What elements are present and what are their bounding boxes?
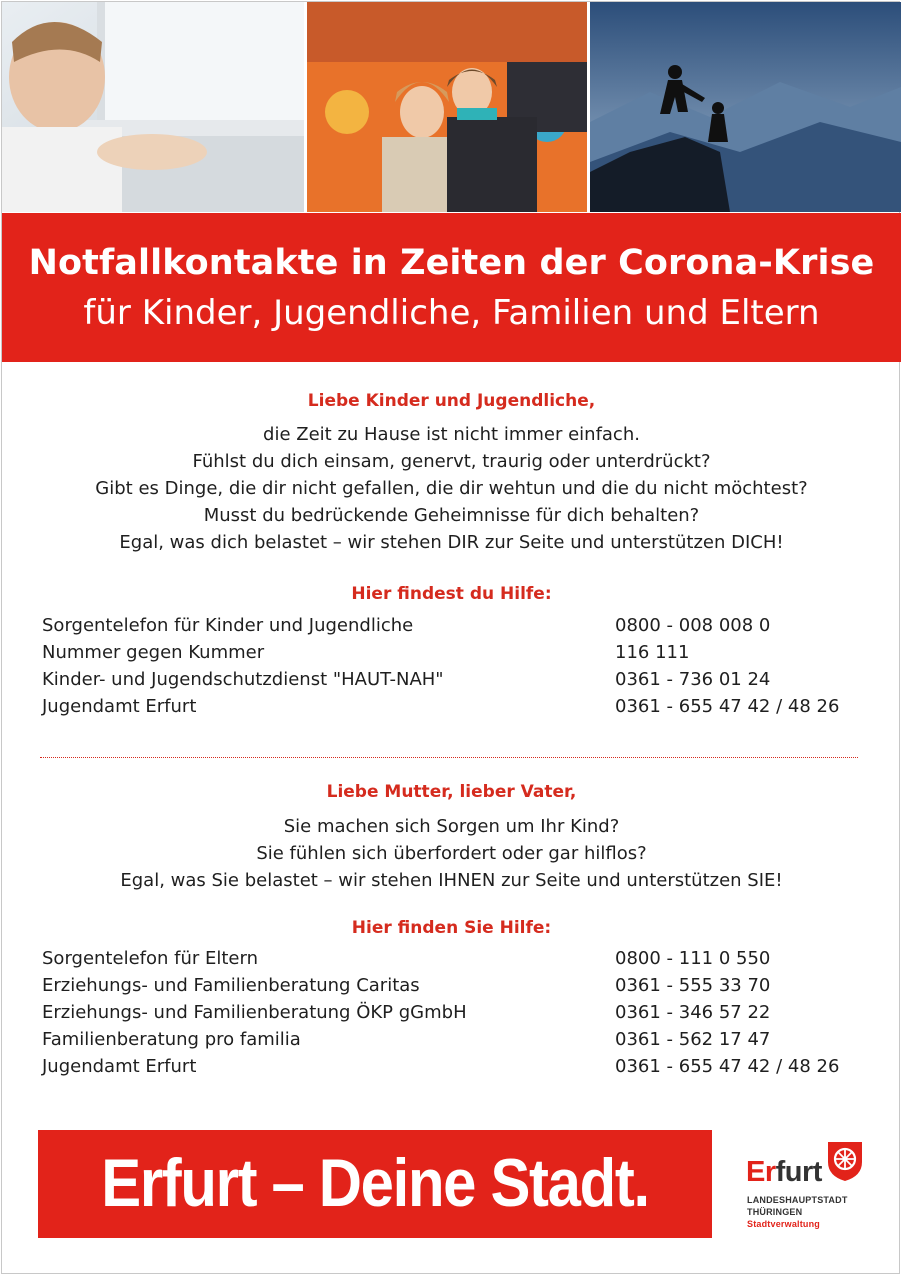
photo-boy-at-window	[2, 2, 304, 212]
contact-row	[42, 948, 862, 975]
kids-message-line: Musst du bedrückende Geheimnisse für dich behalten?	[203, 505, 700, 526]
slogan-banner	[38, 1130, 712, 1238]
contact-name: Sorgentelefon für Eltern	[42, 948, 258, 969]
contact-row	[42, 669, 862, 696]
contact-name: Jugendamt Erfurt	[42, 696, 197, 717]
page-subtitle: für Kinder, Jugendliche, Familien und Eltern	[83, 293, 820, 333]
contact-phone[interactable]: 0361 - 655 47 42 / 48 26	[615, 696, 840, 717]
contact-name: Familienberatung pro familia	[42, 1029, 301, 1050]
contact-phone[interactable]: 0361 - 346 57 22	[615, 1002, 771, 1023]
contact-row	[42, 696, 862, 723]
kids-greeting: Liebe Kinder und Jugendliche,	[307, 391, 596, 411]
contact-row	[42, 642, 862, 669]
kids-message-line: Gibt es Dinge, die dir nicht gefallen, die dir wehtun und die du nicht möchtest?	[95, 478, 808, 499]
logo-line: LANDESHAUPTSTADT	[747, 1195, 848, 1205]
contact-phone[interactable]: 0361 - 555 33 70	[615, 975, 771, 996]
contact-name: Kinder- und Jugendschutzdienst "HAUT-NAH"	[42, 669, 444, 690]
contact-phone[interactable]: 116 111	[615, 642, 690, 663]
contact-name: Erziehungs- und Familienberatung Caritas	[42, 975, 420, 996]
contact-name: Sorgentelefon für Kinder und Jugendliche	[42, 615, 414, 636]
title-band	[2, 213, 901, 362]
contact-phone[interactable]: 0361 - 655 47 42 / 48 26	[615, 1056, 840, 1077]
contact-row	[42, 1002, 862, 1029]
parents-message-line: Sie fühlen sich überfordert oder gar hilflos?	[256, 843, 647, 864]
contact-row	[42, 1029, 862, 1056]
logo-line: Stadtverwaltung	[747, 1219, 821, 1229]
contact-name: Jugendamt Erfurt	[42, 1056, 197, 1077]
kids-contact-list	[42, 615, 862, 723]
logo-line: THÜRINGEN	[747, 1207, 803, 1217]
contact-phone[interactable]: 0800 - 111 0 550	[615, 948, 771, 969]
kids-message-line: Fühlst du dich einsam, genervt, traurig oder unterdrückt?	[192, 451, 711, 472]
contact-phone[interactable]: 0361 - 562 17 47	[615, 1029, 771, 1050]
photo-children-on-blanket	[307, 2, 587, 212]
parents-greeting: Liebe Mutter, lieber Vater,	[326, 782, 577, 802]
contact-phone[interactable]: 0800 - 008 008 0	[615, 615, 771, 636]
section-divider	[40, 757, 858, 758]
contact-row	[42, 975, 862, 1002]
parents-help-heading: Hier finden Sie Hilfe:	[351, 918, 552, 938]
parents-message	[0, 813, 903, 894]
kids-message-line: Egal, was dich belastet – wir stehen DIR zur Seite und unterstützen DICH!	[119, 532, 784, 553]
kids-help-heading: Hier findest du Hilfe:	[351, 584, 552, 604]
kids-message-line: die Zeit zu Hause ist nicht immer einfach.	[263, 424, 640, 445]
contact-name: Nummer gegen Kummer	[42, 642, 265, 663]
parents-contact-list	[42, 948, 862, 1083]
parents-message-line: Egal, was Sie belastet – wir stehen IHNEN zur Seite und unterstützen SIE!	[120, 870, 783, 891]
page-title: Notfallkontakte in Zeiten der Corona-Krise	[28, 243, 875, 283]
logo-wordmark: Erfurt	[746, 1156, 822, 1188]
contact-row	[42, 615, 862, 642]
erfurt-wheel-shield-icon	[826, 1140, 864, 1182]
parents-message-line: Sie machen sich Sorgen um Ihr Kind?	[283, 816, 620, 837]
photo-climbers-helping	[590, 2, 901, 212]
contact-row	[42, 1056, 862, 1083]
contact-name: Erziehungs- und Familienberatung ÖKP gGmbH	[42, 1002, 467, 1023]
contact-phone[interactable]: 0361 - 736 01 24	[615, 669, 771, 690]
erfurt-logo	[746, 1140, 876, 1235]
slogan-text: Erfurt – Deine Stadt.	[101, 1145, 649, 1221]
photo-strip	[2, 2, 901, 212]
kids-message	[0, 421, 903, 556]
